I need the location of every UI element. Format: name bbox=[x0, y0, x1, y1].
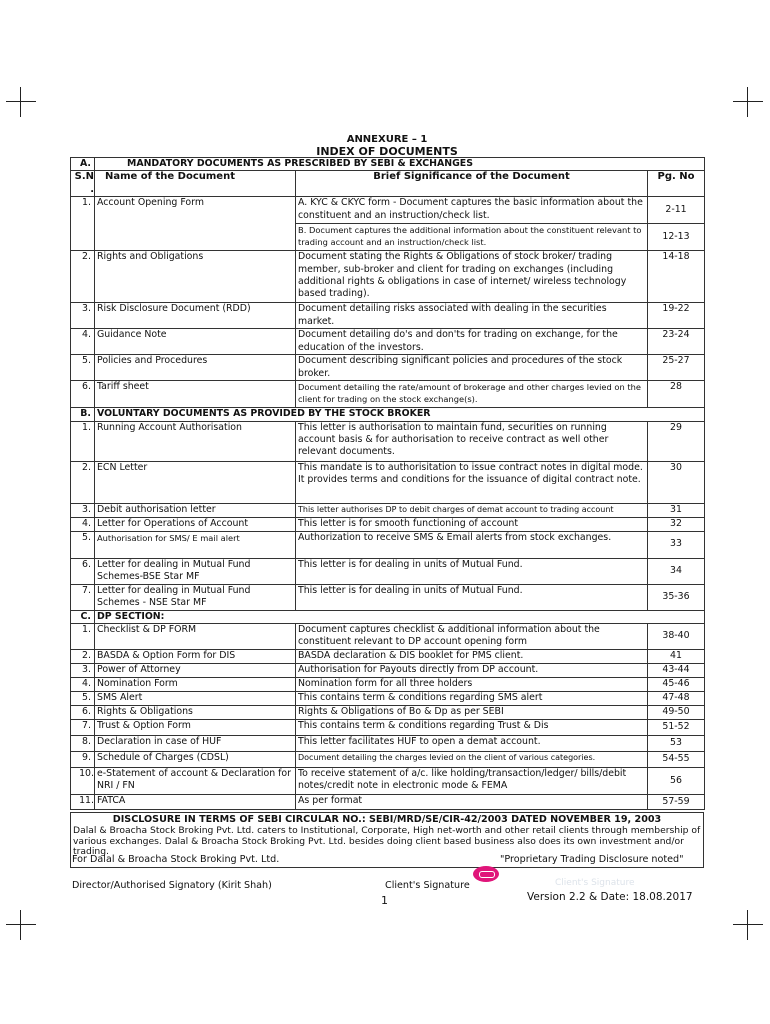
crop-mark-top-left bbox=[6, 87, 36, 117]
row-page: 35-36 bbox=[648, 584, 705, 610]
row-significance: Document detailing the rate/amount of brokerage and other charges levied on the client for trading on the stock exchange(s). bbox=[296, 381, 648, 408]
section-a-header bbox=[71, 158, 705, 171]
row-document-name: ECN Letter bbox=[95, 461, 296, 503]
annexure-label: ANNEXURE – 1 bbox=[346, 134, 428, 145]
table-row bbox=[71, 381, 705, 408]
table-row bbox=[71, 197, 705, 224]
table-row bbox=[71, 720, 705, 736]
row-page: 32 bbox=[648, 517, 705, 531]
row-page: 23-24 bbox=[648, 329, 705, 355]
row-sn: 1. bbox=[71, 421, 95, 461]
row-page: 25-27 bbox=[648, 355, 705, 381]
row-document-name: Debit authorisation letter bbox=[95, 503, 296, 517]
row-document-name: Letter for dealing in Mutual Fund Schemes-BSE Star MF bbox=[95, 558, 296, 584]
table-row bbox=[71, 531, 705, 558]
row-sn: 4. bbox=[71, 329, 95, 355]
crop-mark-bottom-right bbox=[733, 910, 763, 940]
row-sn: 6. bbox=[71, 706, 95, 720]
row-sn: 6. bbox=[71, 558, 95, 584]
table-row bbox=[71, 329, 705, 355]
table-row bbox=[71, 768, 705, 795]
document-title: INDEX OF DOCUMENTS bbox=[316, 145, 458, 158]
column-header-page: Pg. No bbox=[648, 171, 705, 197]
row-sn: 3. bbox=[71, 503, 95, 517]
row-sn: 1. bbox=[71, 197, 95, 251]
authorised-signatory: Director/Authorised Signatory (Kirit Shah) bbox=[72, 880, 272, 891]
row-significance: This letter authorises DP to debit charges of demat account to trading account bbox=[296, 503, 648, 517]
row-document-name: Rights & Obligations bbox=[95, 706, 296, 720]
row-significance: This letter is for dealing in units of Mutual Fund. bbox=[296, 558, 648, 584]
table-row bbox=[71, 664, 705, 678]
table-row bbox=[71, 650, 705, 664]
row-document-name: FATCA bbox=[95, 795, 296, 810]
column-header-name: Name of the Document bbox=[95, 171, 296, 197]
row-page: 19-22 bbox=[648, 303, 705, 329]
table-row bbox=[71, 692, 705, 706]
row-page: 12-13 bbox=[648, 224, 705, 251]
row-significance: Document detailing risks associated with dealing in the securities market. bbox=[296, 303, 648, 329]
row-sn: 10. bbox=[71, 768, 95, 795]
row-significance: This letter is for dealing in units of Mutual Fund. bbox=[296, 584, 648, 610]
table-row bbox=[71, 795, 705, 810]
section-b-header bbox=[71, 408, 705, 421]
row-sn: 3. bbox=[71, 664, 95, 678]
section-a-title: MANDATORY DOCUMENTS AS PRESCRIBED BY SEBI & EXCHANGES bbox=[95, 158, 705, 171]
row-document-name: Declaration in case of HUF bbox=[95, 736, 296, 752]
row-sn: 7. bbox=[71, 720, 95, 736]
row-page: 33 bbox=[648, 531, 705, 558]
row-sn: 2. bbox=[71, 461, 95, 503]
disclosure-heading: DISCLOSURE IN TERMS OF SEBI CIRCULAR NO.: SEBI/MRD/SE/CIR-42/2003 DATED NOVEMBER 19, 2003 bbox=[112, 814, 662, 825]
row-sn: 7. bbox=[71, 584, 95, 610]
row-significance: Document detailing the charges levied on the client of various categories. bbox=[296, 752, 648, 768]
row-document-name: Policies and Procedures bbox=[95, 355, 296, 381]
section-c-title: DP SECTION: bbox=[95, 610, 705, 623]
index-table bbox=[70, 157, 705, 810]
row-document-name: Schedule of Charges (CDSL) bbox=[95, 752, 296, 768]
row-page: 34 bbox=[648, 558, 705, 584]
table-row bbox=[71, 461, 705, 503]
row-document-name: Letter for dealing in Mutual Fund Schemes - NSE Star MF bbox=[95, 584, 296, 610]
row-page: 30 bbox=[648, 461, 705, 503]
row-sn: 9. bbox=[71, 752, 95, 768]
section-c-letter: C. bbox=[71, 610, 95, 623]
row-page: 41 bbox=[648, 650, 705, 664]
table-row bbox=[71, 584, 705, 610]
row-page: 31 bbox=[648, 503, 705, 517]
row-significance: As per format bbox=[296, 795, 648, 810]
row-document-name: Tariff sheet bbox=[95, 381, 296, 408]
row-page: 54-55 bbox=[648, 752, 705, 768]
row-document-name: Checklist & DP FORM bbox=[95, 624, 296, 650]
row-significance: A. KYC & CKYC form - Document captures the basic information about the constituent and an instruction/check list. bbox=[296, 197, 648, 224]
disclosure-body: Dalal & Broacha Stock Broking Pvt. Ltd. caters to Institutional, Corporate, High net-worth and other retail clients through membership of various exchanges. Dalal & Broacha Stock Broking Pvt. Ltd. besides doing client based business also does its own investment and/or trading. bbox=[73, 825, 701, 857]
row-significance: Authorisation for Payouts directly from DP account. bbox=[296, 664, 648, 678]
row-significance: Document detailing do's and don'ts for trading on exchange, for the education of the investors. bbox=[296, 329, 648, 355]
company-name: For Dalal & Broacha Stock Broking Pvt. Ltd. bbox=[72, 854, 280, 865]
row-significance: This mandate is to authorisitation to issue contract notes in digital mode. It provides terms and conditions for the issuance of digital contract note. bbox=[296, 461, 648, 503]
row-significance: Document describing significant policies and procedures of the stock broker. bbox=[296, 355, 648, 381]
section-b-title: VOLUNTARY DOCUMENTS AS PROVIDED BY THE STOCK BROKER bbox=[95, 408, 705, 421]
table-row bbox=[71, 558, 705, 584]
row-significance: Rights & Obligations of Bo & Dp as per SEBI bbox=[296, 706, 648, 720]
table-row bbox=[71, 752, 705, 768]
table-row bbox=[71, 517, 705, 531]
column-header-row bbox=[71, 171, 705, 197]
section-a-letter: A. bbox=[71, 158, 95, 171]
row-document-name: Nomination Form bbox=[95, 678, 296, 692]
row-sn: 4. bbox=[71, 517, 95, 531]
table-row bbox=[71, 706, 705, 720]
faint-signature-text: Client's Signature bbox=[555, 878, 635, 888]
page-number: 1 bbox=[381, 894, 388, 907]
table-row bbox=[71, 303, 705, 329]
row-sn: 3. bbox=[71, 303, 95, 329]
row-page: 47-48 bbox=[648, 692, 705, 706]
row-page: 2-11 bbox=[648, 197, 705, 224]
row-sn: 11. bbox=[71, 795, 95, 810]
row-page: 49-50 bbox=[648, 706, 705, 720]
row-sn: 5. bbox=[71, 692, 95, 706]
section-b-letter: B. bbox=[71, 408, 95, 421]
row-significance: B. Document captures the additional information about the constituent relevant to trading account and an instruction/check list. bbox=[296, 224, 648, 251]
row-sn: 4. bbox=[71, 678, 95, 692]
row-page: 43-44 bbox=[648, 664, 705, 678]
row-sn: 8. bbox=[71, 736, 95, 752]
row-page: 38-40 bbox=[648, 624, 705, 650]
row-sn: 2. bbox=[71, 650, 95, 664]
client-signature-label: Client's Signature bbox=[385, 880, 470, 891]
row-document-name: SMS Alert bbox=[95, 692, 296, 706]
row-document-name: BASDA & Option Form for DIS bbox=[95, 650, 296, 664]
row-significance: Document captures checklist & additional information about the constituent relevant to DP account opening form bbox=[296, 624, 648, 650]
row-document-name: e-Statement of account & Declaration for NRI / FN bbox=[95, 768, 296, 795]
table-row bbox=[71, 421, 705, 461]
crop-mark-top-right bbox=[733, 87, 763, 117]
row-page: 56 bbox=[648, 768, 705, 795]
row-page: 29 bbox=[648, 421, 705, 461]
table-row bbox=[71, 624, 705, 650]
row-page: 28 bbox=[648, 381, 705, 408]
row-document-name: Running Account Authorisation bbox=[95, 421, 296, 461]
row-significance: Authorization to receive SMS & Email alerts from stock exchanges. bbox=[296, 531, 648, 558]
table-row bbox=[71, 251, 705, 303]
row-sn: 5. bbox=[71, 355, 95, 381]
table-row bbox=[71, 355, 705, 381]
row-significance: This letter is for smooth functioning of account bbox=[296, 517, 648, 531]
document-header bbox=[70, 134, 704, 158]
proprietary-trading-note: "Proprietary Trading Disclosure noted" bbox=[500, 854, 684, 865]
table-row bbox=[71, 736, 705, 752]
row-sn: 2. bbox=[71, 251, 95, 303]
column-header-sn: S.N. bbox=[71, 171, 95, 197]
row-significance: Document stating the Rights & Obligations of stock broker/ trading member, sub-broker and client for trading on exchanges (including additional rights & obligations in case of internet/ wireless technology based trading). bbox=[296, 251, 648, 303]
version-date: Version 2.2 & Date: 18.08.2017 bbox=[527, 891, 693, 903]
row-page: 51-52 bbox=[648, 720, 705, 736]
row-document-name: Letter for Operations of Account bbox=[95, 517, 296, 531]
row-significance: This letter facilitates HUF to open a demat account. bbox=[296, 736, 648, 752]
row-page: 53 bbox=[648, 736, 705, 752]
section-c-header bbox=[71, 610, 705, 623]
row-significance: This contains term & conditions regarding SMS alert bbox=[296, 692, 648, 706]
row-page: 57-59 bbox=[648, 795, 705, 810]
row-page: 14-18 bbox=[648, 251, 705, 303]
row-sn: 1. bbox=[71, 624, 95, 650]
row-significance: To receive statement of a/c. like holding/transaction/ledger/ bills/debit notes/credit note in electronic mode & FEMA bbox=[296, 768, 648, 795]
crop-mark-bottom-left bbox=[6, 910, 36, 940]
row-document-name: Rights and Obligations bbox=[95, 251, 296, 303]
row-sn: 6. bbox=[71, 381, 95, 408]
column-header-significance: Brief Significance of the Document bbox=[296, 171, 648, 197]
row-document-name: Authorisation for SMS/ E mail alert bbox=[95, 531, 296, 558]
row-document-name: Guidance Note bbox=[95, 329, 296, 355]
row-significance: BASDA declaration & DIS booklet for PMS client. bbox=[296, 650, 648, 664]
row-document-name: Power of Attorney bbox=[95, 664, 296, 678]
row-significance: This contains term & conditions regarding Trust & Dis bbox=[296, 720, 648, 736]
row-significance: Nomination form for all three holders bbox=[296, 678, 648, 692]
table-row bbox=[71, 678, 705, 692]
table-row bbox=[71, 503, 705, 517]
row-page: 45-46 bbox=[648, 678, 705, 692]
row-document-name: Trust & Option Form bbox=[95, 720, 296, 736]
row-document-name: Risk Disclosure Document (RDD) bbox=[95, 303, 296, 329]
row-significance: This letter is authorisation to maintain fund, securities on running account basis & for authorisation to receive contract as well other relevant documents. bbox=[296, 421, 648, 461]
signature-stamp-icon bbox=[473, 866, 499, 882]
row-document-name: Account Opening Form bbox=[95, 197, 296, 251]
row-sn: 5. bbox=[71, 531, 95, 558]
